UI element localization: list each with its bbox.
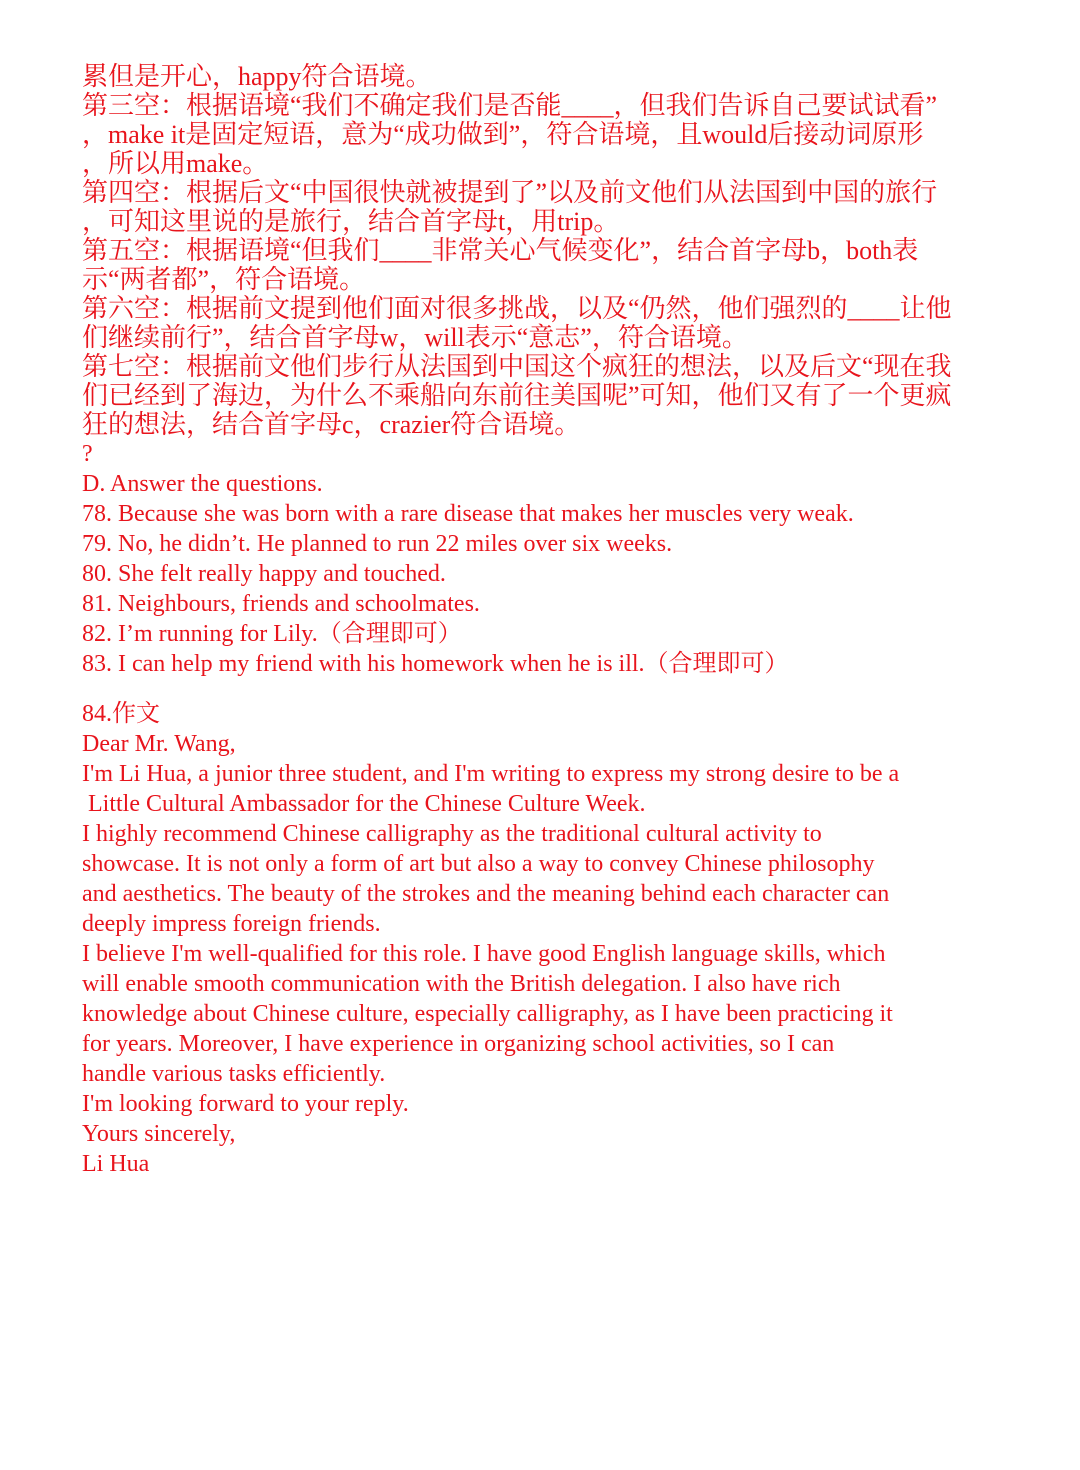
essay-line: Little Cultural Ambassador for the Chinese Culture Week. bbox=[82, 791, 646, 817]
essay-line: I'm Li Hua, a junior three student, and I'm writing to express my strong desire to be a bbox=[82, 761, 900, 787]
explanation-line: 第七空：根据前文他们步行从法国到中国这个疯狂的想法，以及后文“现在我 bbox=[82, 352, 952, 381]
essay-line: I'm looking forward to your reply. bbox=[82, 1091, 409, 1117]
document-page bbox=[82, 62, 1017, 1179]
essay-line: and aesthetics. The beauty of the strokes and the meaning behind each character can bbox=[82, 881, 890, 907]
essay-line: I highly recommend Chinese calligraphy as the traditional cultural activity to bbox=[82, 821, 822, 847]
essay-line: Dear Mr. Wang, bbox=[82, 731, 236, 757]
explanation-line: ? bbox=[82, 441, 93, 467]
explanation-line: 们继续前行”，结合首字母w，will表示“意志”，符合语境。 bbox=[82, 323, 748, 352]
explanation-line: 累但是开心，happy符合语境。 bbox=[82, 62, 432, 91]
explanation-line: 们已经到了海边，为什么不乘船向东前往美国呢”可知，他们又有了一个更疯 bbox=[82, 381, 952, 410]
section-d-heading: D. Answer the questions. bbox=[82, 471, 323, 497]
answer-line: 79. No, he didn’t. He planned to run 22 miles over six weeks. bbox=[82, 531, 673, 557]
essay-line: showcase. It is not only a form of art but also a way to convey Chinese philosophy bbox=[82, 851, 875, 877]
explanation-line: 第六空：根据前文提到他们面对很多挑战，以及“仍然，他们强烈的____让他 bbox=[82, 294, 952, 323]
spacer bbox=[82, 679, 1017, 699]
essay-block bbox=[82, 699, 1017, 1179]
essay-line: for years. Moreover, I have experience in organizing school activities, so I can bbox=[82, 1031, 835, 1057]
explanation-line: ，make it是固定短语，意为“成功做到”，符合语境，且would后接动词原形 bbox=[82, 120, 924, 149]
explanation-line: 第三空：根据语境“我们不确定我们是否能____，但我们告诉自己要试试看” bbox=[82, 91, 938, 120]
essay-line: will enable smooth communication with the British delegation. I also have rich bbox=[82, 971, 841, 997]
answer-line: 78. Because she was born with a rare disease that makes her muscles very weak. bbox=[82, 501, 854, 527]
explanation-line: 第四空：根据后文“中国很快就被提到了”以及前文他们从法国到中国的旅行 bbox=[82, 178, 938, 207]
explanation-line: 第五空：根据语境“但我们____非常关心气候变化”，结合首字母b，both表 bbox=[82, 236, 919, 265]
answer-line: 81. Neighbours, friends and schoolmates. bbox=[82, 591, 480, 617]
essay-line: I believe I'm well-qualified for this role. I have good English language skills, which bbox=[82, 941, 886, 967]
essay-line: deeply impress foreign friends. bbox=[82, 911, 381, 937]
explanation-line: ，所以用make。 bbox=[82, 149, 269, 178]
essay-line: Li Hua bbox=[82, 1151, 150, 1177]
section-d bbox=[82, 469, 1017, 679]
explanation-block bbox=[82, 62, 1017, 469]
essay-line: handle various tasks efficiently. bbox=[82, 1061, 386, 1087]
answer-line: 83. I can help my friend with his homework when he is ill.（合理即可） bbox=[82, 651, 789, 677]
answer-line: 82. I’m running for Lily.（合理即可） bbox=[82, 621, 462, 647]
explanation-line: 示“两者都”，符合语境。 bbox=[82, 265, 366, 294]
answer-line: 80. She felt really happy and touched. bbox=[82, 561, 446, 587]
essay-line: knowledge about Chinese culture, especially calligraphy, as I have been practicing it bbox=[82, 1001, 893, 1027]
essay-line: Yours sincerely, bbox=[82, 1121, 236, 1147]
essay-heading: 84.作文 bbox=[82, 701, 160, 727]
explanation-line: ，可知这里说的是旅行，结合首字母t，用trip。 bbox=[82, 207, 620, 236]
explanation-line: 狂的想法，结合首字母c，crazier符合语境。 bbox=[82, 410, 581, 439]
